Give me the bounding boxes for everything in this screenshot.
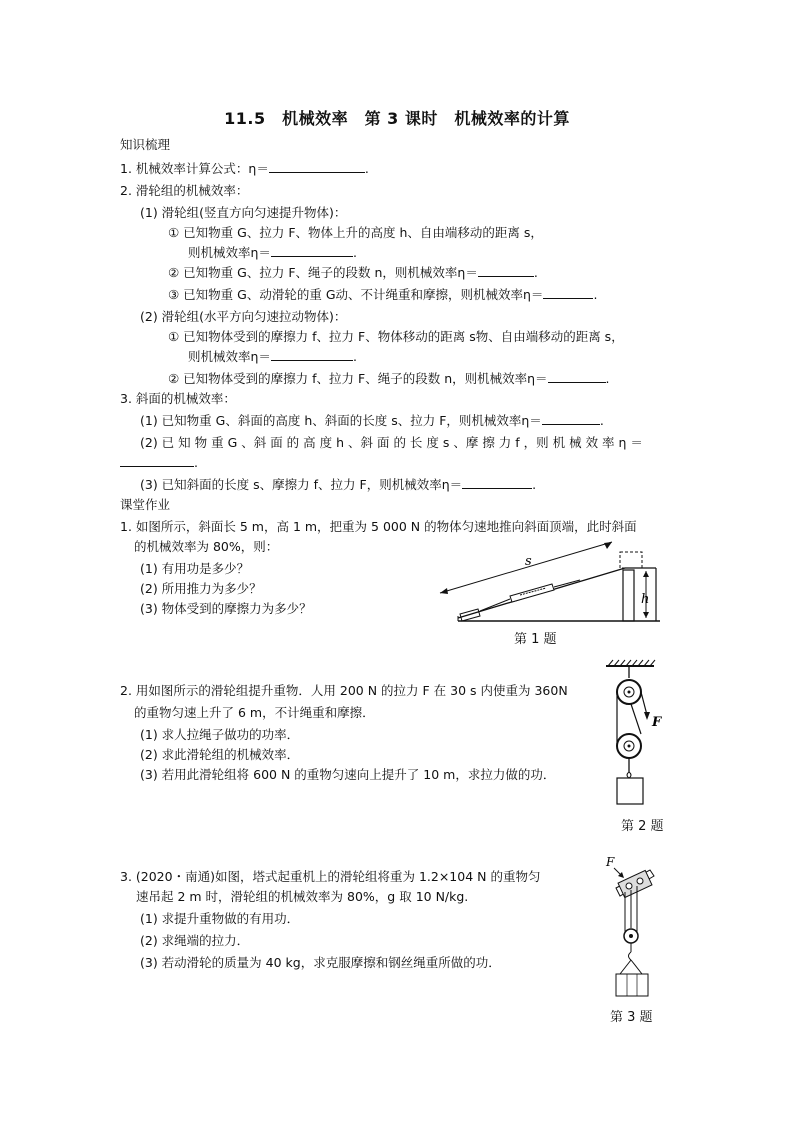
knowledge-item-2-1: (1) 滑轮组(竖直方向匀速提升物体)： (140, 205, 347, 220)
answer-blank[interactable] (478, 264, 534, 277)
item-text: ② 已知物体受到的摩擦力 f、拉力 F、绳子的段数 n，则机械效率η＝ (168, 371, 548, 386)
section-heading-knowledge: 知识梳理 (120, 137, 171, 152)
question-2-line-2: 的重物匀速上升了 6 m，不计绳重和摩擦． (134, 705, 375, 720)
figure-3-caption: 第 3 题 (610, 1010, 653, 1025)
question-1-line-2: 的机械效率为 80%，则： (134, 539, 279, 554)
knowledge-item-2-2-a: ① 已知物体受到的摩擦力 f、拉力 F、物体移动的距离 s物、自由端移动的距离 s， (168, 329, 624, 344)
figure-2-caption: 第 2 题 (621, 819, 664, 834)
item-text: ③ 已知物重 G、动滑轮的重 G动、不计绳重和摩擦，则机械效率η＝ (168, 287, 544, 302)
question-1-line-1: 1. 如图所示，斜面长 5 m，高 1 m，把重为 5 000 N 的物体匀速地推向斜面顶端，此时斜面 (120, 519, 637, 534)
item-text: (3) 已知斜面的长度 s、摩擦力 f、拉力 F，则机械效率η＝ (140, 477, 463, 492)
question-3-sub-2: (2) 求绳端的拉力． (140, 933, 250, 948)
period: . (533, 265, 538, 280)
item-text: 1. 机械效率计算公式：η＝ (120, 161, 269, 176)
knowledge-item-3-2-blank (120, 454, 198, 472)
question-3-line-2: 速吊起 2 m 时，滑轮组的机械效率为 80%，g 取 10 N/kg. (136, 889, 469, 904)
period: . (599, 413, 604, 428)
label-F: F (652, 715, 662, 730)
knowledge-item-1 (120, 160, 369, 178)
period: . (364, 161, 369, 176)
period: . (605, 371, 610, 386)
figure-1-caption: 第 1 题 (514, 632, 557, 647)
knowledge-item-2-1-a2 (188, 244, 357, 262)
period: . (194, 455, 198, 470)
period: . (532, 477, 537, 492)
label-h: h (641, 592, 650, 607)
crane-diagram (596, 852, 666, 1002)
answer-blank[interactable] (271, 348, 353, 361)
question-2-sub-1: (1) 求人拉绳子做功的功率． (140, 727, 300, 742)
page-title: 11.5 机械效率 第 3 课时 机械效率的计算 (224, 109, 570, 128)
item-text: 则机械效率η＝ (188, 245, 271, 260)
label-s: s (525, 554, 532, 569)
item-text: (1) 已知物重 G、斜面的高度 h、斜面的长度 s、拉力 F，则机械效率η＝ (140, 413, 542, 428)
knowledge-item-3-2: (2) 已 知 物 重 G 、斜 面 的 高 度 h 、斜 面 的 长 度 s 、摩 擦 力 f ，则 机 械 效 率 η ＝ (140, 435, 643, 450)
section-heading-classwork: 课堂作业 (120, 497, 171, 512)
answer-blank[interactable] (462, 476, 532, 489)
question-1-sub-3: (3) 物体受到的摩擦力为多少？ (140, 601, 312, 616)
answer-blank[interactable] (269, 160, 365, 173)
question-1-sub-1: (1) 有用功是多少？ (140, 561, 250, 576)
pulley-diagram (604, 660, 664, 810)
knowledge-item-2-1-b (168, 264, 538, 282)
question-3-sub-3: (3) 若动滑轮的质量为 40 kg，求克服摩擦和钢丝绳重所做的功． (140, 955, 501, 970)
item-text: ② 已知物重 G、拉力 F、绳子的段数 n，则机械效率η＝ (168, 265, 478, 280)
period: . (593, 287, 598, 302)
answer-blank[interactable] (120, 454, 194, 467)
period: . (352, 245, 357, 260)
question-1-sub-2: (2) 所用推力为多少？ (140, 581, 262, 596)
knowledge-item-2-2-a2 (188, 348, 357, 366)
knowledge-item-2-2: (2) 滑轮组(水平方向匀速拉动物体)： (140, 309, 347, 324)
answer-blank[interactable] (542, 412, 600, 425)
incline-diagram (440, 530, 670, 630)
answer-blank[interactable] (543, 286, 593, 299)
question-2-sub-3: (3) 若用此滑轮组将 600 N 的重物匀速向上提升了 10 m，求拉力做的功． (140, 767, 556, 782)
answer-blank[interactable] (548, 370, 606, 383)
question-2-sub-2: (2) 求此滑轮组的机械效率． (140, 747, 300, 762)
period: . (352, 349, 357, 364)
question-3-line-1: 3. (2020・南通)如图，塔式起重机上的滑轮组将重为 1.2×104 N 的重物匀 (120, 869, 541, 884)
knowledge-item-3: 3. 斜面的机械效率： (120, 391, 236, 406)
knowledge-item-2-2-b (168, 370, 610, 388)
knowledge-item-3-3 (140, 476, 536, 494)
question-3-sub-1: (1) 求提升重物做的有用功． (140, 911, 300, 926)
item-text: 则机械效率η＝ (188, 349, 271, 364)
question-2-line-1: 2. 用如图所示的滑轮组提升重物．人用 200 N 的拉力 F 在 30 s 内使重为 360N (120, 683, 568, 698)
knowledge-item-2-1-c (168, 286, 597, 304)
knowledge-item-3-1 (140, 412, 604, 430)
knowledge-item-2-1-a: ① 已知物重 G、拉力 F、物体上升的高度 h、自由端移动的距离 s， (168, 225, 543, 240)
answer-blank[interactable] (271, 244, 353, 257)
label-F: F (606, 855, 615, 869)
knowledge-item-2: 2. 滑轮组的机械效率： (120, 183, 249, 198)
